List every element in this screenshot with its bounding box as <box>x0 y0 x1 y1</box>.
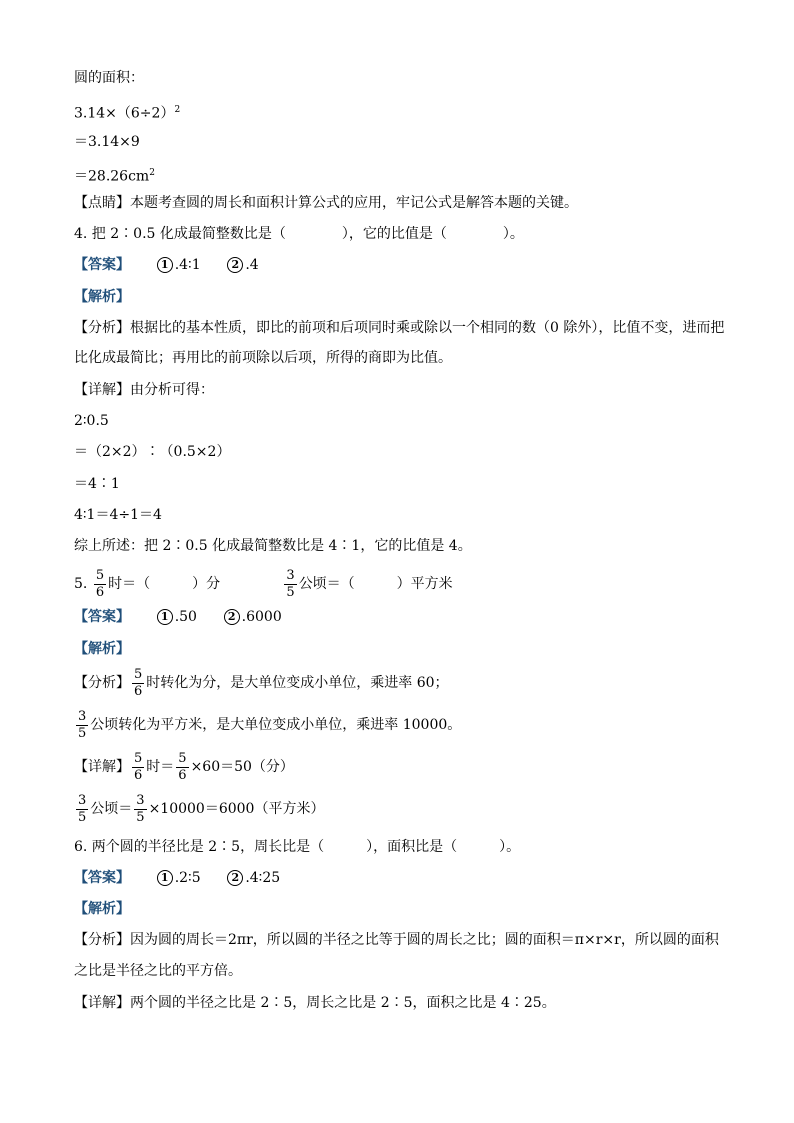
fraction: $\frac{3}{5}$ <box>78 708 87 741</box>
answer-tag: 【答案】 <box>74 257 130 273</box>
circled-number: 2 <box>227 870 243 886</box>
note-line: 【点睛】本题考查圆的周长和面积计算公式的应用，牢记公式是解答本题的关键。 <box>74 195 578 211</box>
fraction: $\frac{3}{5}$ <box>286 567 295 600</box>
question-6: 6. 两个圆的半径比是 2∶5，周长比是（ ），面积比是（ ）。 <box>74 839 521 855</box>
circled-number: 2 <box>227 257 243 273</box>
analysis-line: $\frac{3}{5}$ 公顷转化为平方米，是大单位变成小单位，乘进率 10000。 <box>78 708 462 741</box>
analysis-line: 之比是半径之比的平方倍。 <box>74 963 242 979</box>
answer-line: 【答案】 1 .50 2 .6000 <box>74 609 282 625</box>
step-line: ＝4∶1 <box>74 476 120 492</box>
analysis-line: 【分析】根据比的基本性质，即比的前项和后项同时乘或除以一个相同的数（0 除外），比值不变，进而把 <box>74 320 725 336</box>
circled-number: 2 <box>224 609 240 625</box>
step-line: 4∶1＝4÷1＝4 <box>74 507 162 523</box>
analysis-line: 【分析】 $\frac{5}{6}$ 时转化为分，是大单位变成小单位，乘进率 60； <box>74 666 449 699</box>
detail-line: 【详解】 $\frac{5}{6}$ 时＝ $\frac{5}{6}$ ×60＝50（分） <box>74 750 294 783</box>
dianjing-tag: 【点睛】 <box>74 195 130 211</box>
jiexi-line: 【解析】 <box>74 901 130 917</box>
question-4: 4. 把 2∶0.5 化成最简整数比是（ ），它的比值是（ ）。 <box>74 226 524 242</box>
fraction: $\frac{5}{6}$ <box>134 750 143 783</box>
text-line: ＝3.14×9 <box>74 134 140 150</box>
answer-line: 【答案】 1 .4∶1 2 .4 <box>74 257 259 273</box>
text-line: 圆的面积： <box>74 70 144 86</box>
circled-number: 1 <box>157 257 173 273</box>
fraction: $\frac{5}{6}$ <box>178 750 187 783</box>
fraction: $\frac{5}{6}$ <box>95 567 105 600</box>
detail-line: 【详解】两个圆的半径之比是 2∶5，周长之比是 2∶5，面积之比是 4∶25。 <box>74 995 556 1011</box>
answer-line: 【答案】 1 .2∶5 2 .4∶25 <box>74 870 281 886</box>
analysis-line: 【分析】因为圆的周长＝2πr，所以圆的半径之比等于圆的周长之比；圆的面积＝π×r×r，所以圆的面积 <box>74 932 719 948</box>
circled-number: 1 <box>157 870 173 886</box>
fraction: $\frac{3}{5}$ <box>136 792 145 825</box>
question-5: 5. $\frac{5}{6}$ 时＝（ ）分 $\frac{3}{5}$ 公顷＝（ ）平方米 <box>74 567 453 600</box>
fraction: $\frac{3}{5}$ <box>78 792 87 825</box>
step-line: 2∶0.5 <box>74 413 109 429</box>
jiexi-line: 【解析】 <box>74 641 130 657</box>
detail-line: 【详解】由分析可得： <box>74 382 214 398</box>
summary-line: 综上所述：把 2∶0.5 化成最简整数比是 4∶1，它的比值是 4。 <box>74 538 472 554</box>
text-line: $=28.26cm^2$ <box>74 168 155 185</box>
fraction: $\frac{5}{6}$ <box>134 666 143 699</box>
detail-line: $\frac{3}{5}$ 公顷＝ $\frac{3}{5}$ ×10000＝6000（平方米） <box>78 792 325 825</box>
jiexi-line: 【解析】 <box>74 289 130 305</box>
analysis-line: 比化成最简比；再用比的前项除以后项，所得的商即为比值。 <box>74 350 452 366</box>
circled-number: 1 <box>157 609 173 625</box>
step-line: ＝（2×2）∶（0.5×2） <box>74 444 231 460</box>
text-line: $3.14\times(6\div 2)^2$ <box>74 105 181 122</box>
